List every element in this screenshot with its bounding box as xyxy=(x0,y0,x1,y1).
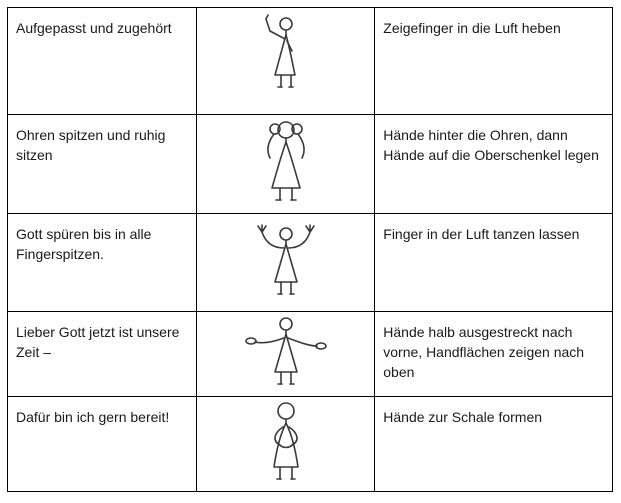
stick-figure-hands-behind-ears-icon xyxy=(256,116,316,212)
action-cell: Hände zur Schale formen xyxy=(375,397,613,492)
table-row xyxy=(8,397,613,492)
figure-cell xyxy=(196,115,375,214)
action-cell: Finger in der Luft tanzen lassen xyxy=(375,214,613,312)
figure-cell xyxy=(196,312,375,397)
stick-figure-raised-finger-icon xyxy=(256,11,316,111)
verse-cell: Aufgepasst und zugehört xyxy=(8,8,197,115)
stick-figure-open-palms-icon xyxy=(241,314,331,394)
stick-figure-cupped-hands-icon xyxy=(256,399,316,489)
figure-cell xyxy=(196,8,375,115)
stick-figure-wiggling-fingers-icon xyxy=(250,218,322,308)
figure-cell xyxy=(196,397,375,492)
verse-cell: Lieber Gott jetzt ist unsere Zeit – xyxy=(8,312,197,397)
table-row xyxy=(8,8,613,115)
action-cell: Zeigefinger in die Luft heben xyxy=(375,8,613,115)
figure-cell xyxy=(196,214,375,312)
verse-cell: Ohren spitzen und ruhig sitzen xyxy=(8,115,197,214)
action-cell: Hände hinter die Ohren, dann Hände auf die Oberschenkel legen xyxy=(375,115,613,214)
verse-cell: Dafür bin ich gern bereit! xyxy=(8,397,197,492)
action-cell: Hände halb ausgestreckt nach vorne, Handflächen zeigen nach oben xyxy=(375,312,613,397)
gesture-table xyxy=(7,7,613,492)
table-row xyxy=(8,214,613,312)
table-row xyxy=(8,312,613,397)
verse-cell: Gott spüren bis in alle Fingerspitzen. xyxy=(8,214,197,312)
table-row xyxy=(8,115,613,214)
